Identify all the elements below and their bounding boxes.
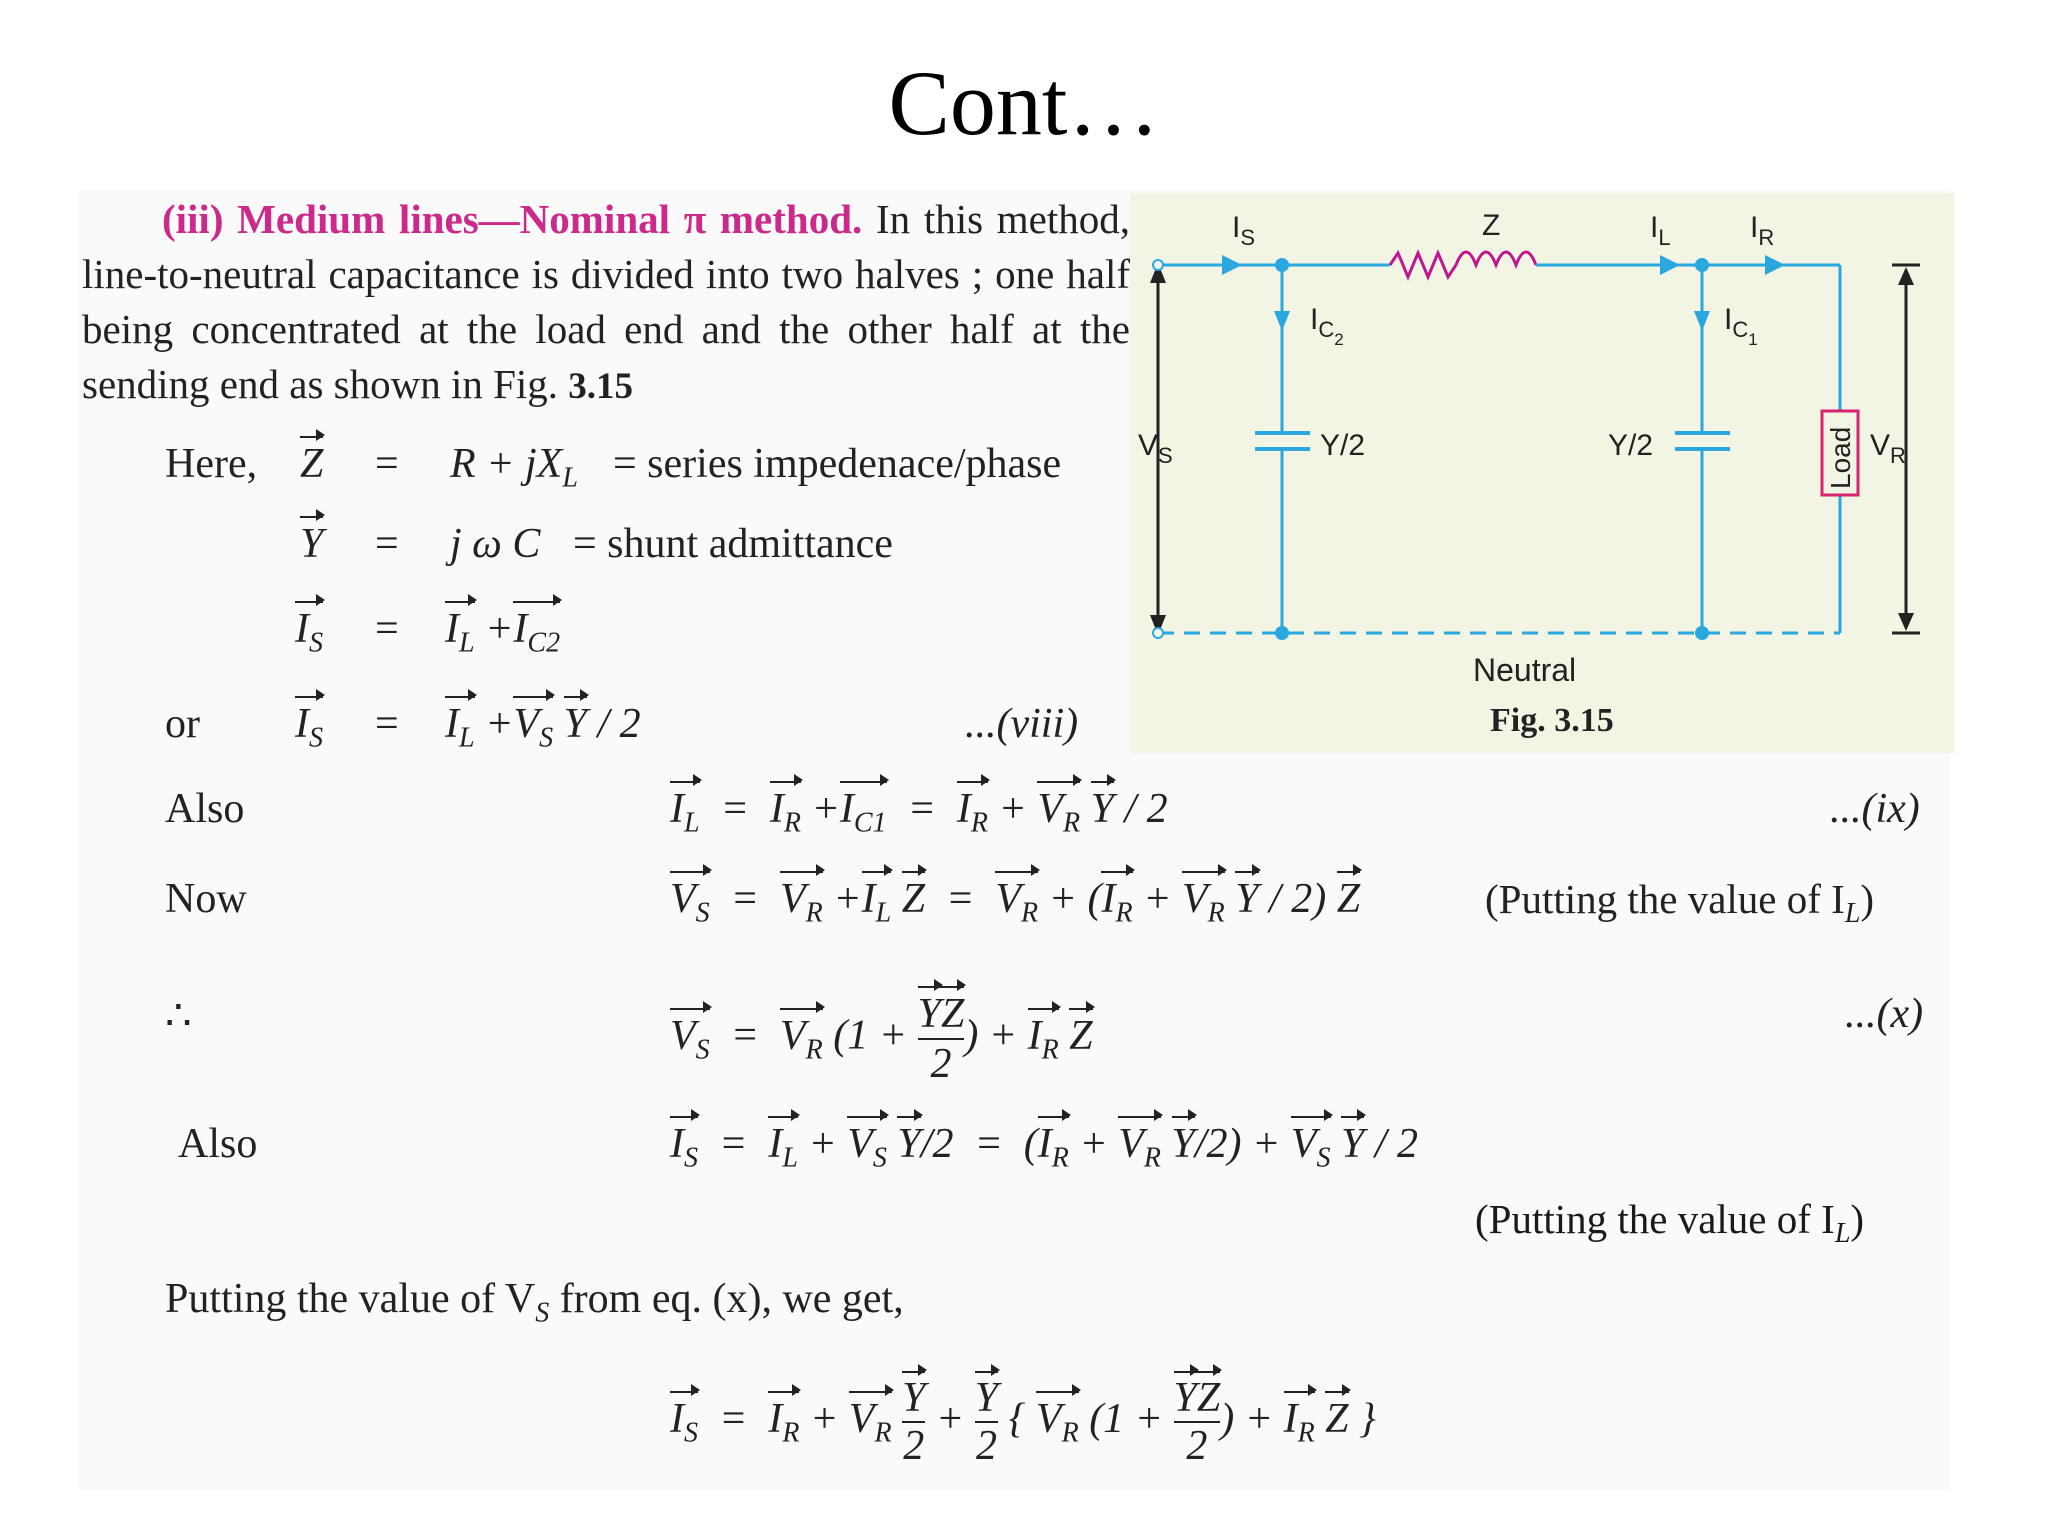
label-ic1: $I_{C1}$ bbox=[1724, 303, 1758, 349]
eq-also2-note: (Putting the value of I bbox=[1475, 1196, 1835, 1242]
eq-also2-note-row: (Putting the value of $I_L$) bbox=[1475, 1196, 1865, 1250]
circuit-diagram bbox=[1130, 193, 1954, 753]
label-y2-left: Y/2 bbox=[1320, 429, 1366, 462]
label-load: Load bbox=[1825, 426, 1856, 489]
label-vr: $V_R$ bbox=[1870, 429, 1906, 468]
def-row-or: or $I_S$ = $I_L +V_S$ Y / 2 ...(viii) bbox=[165, 701, 1079, 754]
circuit-figure bbox=[1130, 193, 1954, 753]
def-z-rhs: R + jX bbox=[450, 441, 563, 487]
eq-now-note: (Putting the value of I bbox=[1485, 876, 1845, 922]
label-is: $I_S$ bbox=[1232, 211, 1256, 250]
eq-ix-row: Also $I_L = I_R +I_{C1} = I_R + V_R$ Y / 2 ...(ix) bbox=[165, 786, 1920, 839]
label-vs: $V_S$ bbox=[1138, 429, 1173, 468]
eq-x-ref: ...(x) bbox=[1845, 991, 1924, 1037]
arrow-il bbox=[1660, 255, 1680, 275]
vr-arrow-bottom bbox=[1898, 613, 1914, 631]
eq-viii-ref: ...(viii) bbox=[965, 701, 1079, 747]
eq-x-row: ∴ $V_S = V_R$ (1 + $\frac{YZ}{2}$ ) + $I_R$ Z ...(x) bbox=[165, 991, 1924, 1087]
def-y-rhs: j ω C bbox=[450, 521, 541, 567]
putting-row: Putting the value of $V_S$ from eq. (x), we get, bbox=[165, 1276, 904, 1329]
label-neutral: Neutral bbox=[1473, 652, 1577, 688]
label-il: $I_L$ bbox=[1650, 211, 1671, 250]
label-z: Z bbox=[1482, 209, 1501, 242]
slide-title: Cont… bbox=[888, 52, 1160, 154]
def-z-lhs: Z bbox=[300, 441, 324, 487]
inductor bbox=[1456, 252, 1536, 265]
intro-paragraph bbox=[82, 192, 1130, 414]
def-lead-or: or bbox=[165, 701, 200, 747]
final-equation: $I_S = I_R + V_R$ $\frac{Y}{2}$ + $\frac{Y}{2}$ { $V_R$ (1 + $\frac{YZ}{2}$ ) + $I_R$ Z } bbox=[670, 1375, 1376, 1469]
figure-caption: Fig. 3.15 bbox=[1490, 702, 1614, 739]
intro-body: In this method, line-to-neutral capacitance is divided into two halves ; one half being concentrated at the load end and the other half at the sending end as shown in Fig. bbox=[82, 196, 1131, 407]
eq-also2-label: Also bbox=[178, 1121, 258, 1167]
putting-tail: from eq. (x), we get, bbox=[559, 1276, 904, 1322]
eq-also2-row: Also $I_S = I_L + V_S$ $Y/2 = (I_R + V_R$ $Y/2) + V_S$ Y / 2 bbox=[178, 1121, 1419, 1174]
def-y-lhs: Y bbox=[300, 521, 324, 567]
resistor bbox=[1390, 253, 1456, 277]
arrow-ic2 bbox=[1274, 311, 1290, 331]
intro-fig-ref: 3.15 bbox=[568, 366, 634, 407]
vr-arrow-top bbox=[1898, 267, 1914, 285]
label-y2-right: Y/2 bbox=[1608, 429, 1654, 462]
def-z-desc: = series impedenace/phase bbox=[613, 441, 1062, 487]
def-lead-here: Here, bbox=[165, 441, 258, 487]
eq-ix-label: Also bbox=[165, 786, 245, 832]
putting-text: Putting the value of V bbox=[165, 1276, 536, 1322]
terminal-top bbox=[1153, 260, 1163, 270]
eq-now-row: Now $V_S = V_R +I_L$ $Z = V_R + (I_R + V_R$ Y / 2) Z (Putting the value of $I_L$) bbox=[165, 876, 1875, 930]
arrow-is bbox=[1222, 255, 1242, 275]
arrow-ir bbox=[1765, 255, 1785, 275]
label-ir: $I_R$ bbox=[1750, 211, 1775, 250]
label-ic2: $I_{C2}$ bbox=[1310, 303, 1344, 349]
def-y-desc: = shunt admittance bbox=[573, 521, 893, 567]
intro-heading: (iii) Medium lines—Nominal π method. bbox=[162, 196, 863, 242]
eq-ix-ref: ...(ix) bbox=[1830, 786, 1920, 832]
eq-therefore-label: ∴ bbox=[165, 993, 192, 1039]
def-row-z: Here, Z = $R + jX_L$ = series impedenace/phase bbox=[165, 441, 1062, 494]
terminal-bottom bbox=[1153, 628, 1163, 638]
arrow-ic1 bbox=[1694, 311, 1710, 331]
eq-now-label: Now bbox=[165, 876, 247, 922]
